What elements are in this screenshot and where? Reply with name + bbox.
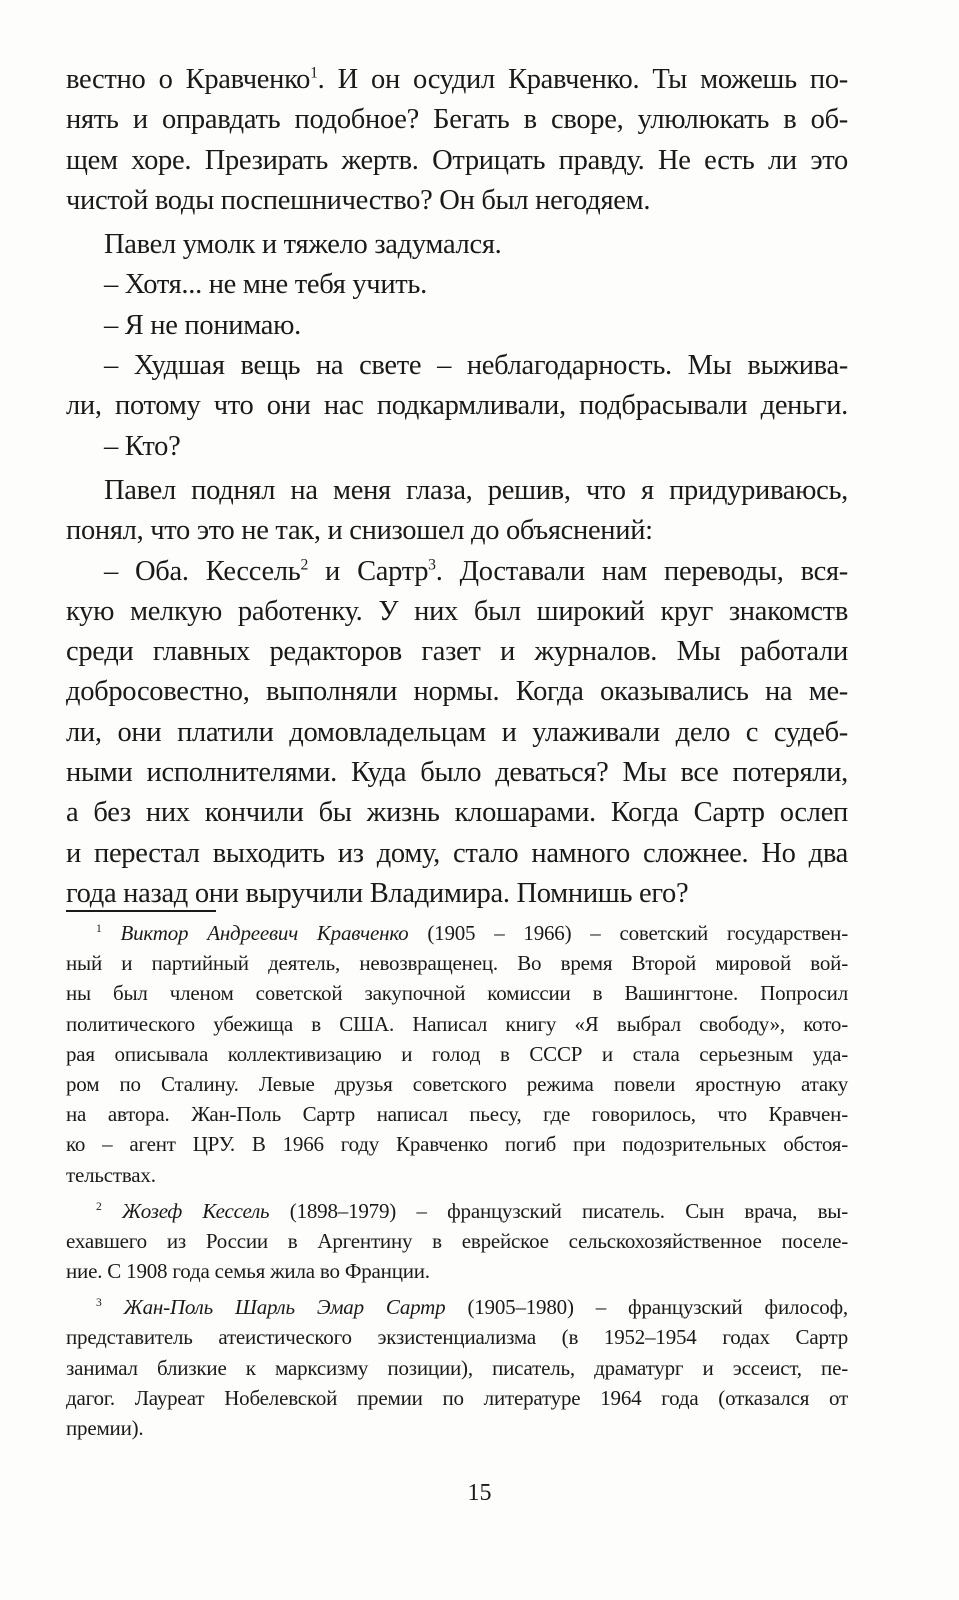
text-line: вестно о Кравченко$^1$. И он осудил Кравченко. Ты можешь по- [66, 64, 848, 95]
footnote-3: $^3$ Жан-Поль Шарль Эмар Сартр (1905–1980) – французский философ, [96, 1295, 848, 1320]
text-line: – Хотя... не мне тебя учить. [104, 269, 427, 301]
footnote-name: Жан-Поль Шарль Эмар Сартр [123, 1295, 446, 1320]
footnote-line: тельствах. [66, 1162, 156, 1187]
footnote-name: Виктор Андреевич Кравченко [120, 921, 409, 945]
footnote-line: политического убежища в США. Написал книгу «Я выбрал свободу», кото- [66, 1011, 848, 1036]
footnote-number: 3 [96, 1297, 102, 1310]
footnote-line: ром по Сталину. Левые друзья советского режима повели яростную атаку [66, 1071, 848, 1096]
footnote-name: Жозеф Кессель [121, 1198, 270, 1223]
footnote-ref: 2 [300, 556, 308, 574]
text-line: ли, потому что они нас подкармливали, подбрасывали деньги. [66, 390, 848, 422]
text-line: – Худшая вещь на свете – неблагодарность. Мы выжива- [104, 350, 848, 382]
footnote-line: ние. С 1908 года семья жила во Франции. [66, 1259, 430, 1284]
footnote-number: 2 [96, 1200, 102, 1213]
text-line: и перестал выходить из дому, стало намного сложнее. Но два [66, 837, 848, 869]
footnote-ref: 1 [310, 64, 318, 82]
footnote-line: представитель атеистического экзистенциализма (в 1952–1954 годах Сартр [66, 1325, 848, 1350]
text-line: чистой воды поспешничество? Он был негодяем. [66, 184, 651, 216]
footnote-line: ны был членом советской закупочной комиссии в Вашингтоне. Попросил [66, 981, 848, 1006]
footnote-line: занимал близкие к марксизму позиции), писатель, драматург и эссеист, пе- [66, 1355, 848, 1380]
text-line: Павел поднял на меня глаза, решив, что я придуриваюсь, [104, 474, 848, 506]
footnote-line: на автора. Жан-Поль Сартр написал пьесу, где говорилось, что Кравчен- [66, 1102, 848, 1127]
footnote-2: $^2$ Жозеф Кессель (1898–1979) – французский писатель. Сын врача, вы- [96, 1198, 848, 1223]
footnote-line: рая описывала коллективизацию и голод в СССР и стала серьезным уда- [66, 1041, 848, 1066]
footnote-line: ный и партийный деятель, невозвращенец. Во время Второй мировой вой- [66, 951, 848, 976]
text-line: добросовестно, выполняли нормы. Когда оказывались на ме- [66, 676, 848, 708]
footnote-line: ко – агент ЦРУ. В 1966 году Кравченко погиб при подозрительных обстоя- [66, 1132, 848, 1157]
text-line: среди главных редакторов газет и журналов. Мы работали [66, 636, 848, 668]
footnote-number: 1 [96, 923, 102, 935]
footnote-line: ехавшего из России в Аргентину в еврейское сельскохозяйственное поселе- [66, 1228, 848, 1253]
text-line: кую мелкую работенку. У них был широкий круг знакомств [66, 595, 848, 627]
main-text [66, 60, 848, 914]
text-line: года назад они выручили Владимира. Помнишь его? [66, 877, 689, 909]
text-line: ными исполнителями. Куда было деваться? Мы все потеряли, [66, 757, 848, 789]
footnote-line: дагог. Лауреат Нобелевской премии по литературе 1964 года (отказался от [66, 1385, 848, 1410]
footnote-1: $^1$ Виктор Андреевич Кравченко (1905 – 1966) – советский государствен- [96, 921, 848, 945]
text-line: а без них кончили бы жизнь клошарами. Когда Сартр ослеп [66, 797, 848, 829]
page-number: 15 [467, 1480, 492, 1506]
footnotes [66, 918, 848, 1443]
footnote-separator [66, 910, 216, 912]
footnote-line: премии). [66, 1416, 144, 1440]
text-line: щем хоре. Презирать жертв. Отрицать правду. Не есть ли это [66, 144, 848, 176]
text-line: – Кто? [104, 430, 181, 462]
footnote-ref: 3 [428, 556, 436, 574]
text-line: – Я не понимаю. [104, 309, 301, 341]
text-line: ли, они платили домовладельцам и улаживали дело с судеб- [66, 716, 848, 748]
text-line: Павел умолк и тяжело задумался. [104, 229, 502, 261]
text-line: – Оба. Кессель$^2$ и Сартр$^3$. Доставали нам переводы, вся- [104, 555, 848, 587]
text-line: понял, что это не так, и снизошел до объяснений: [66, 515, 653, 547]
text-line: нять и оправдать подобное? Бегать в своре, улюлюкать в об- [66, 104, 848, 136]
